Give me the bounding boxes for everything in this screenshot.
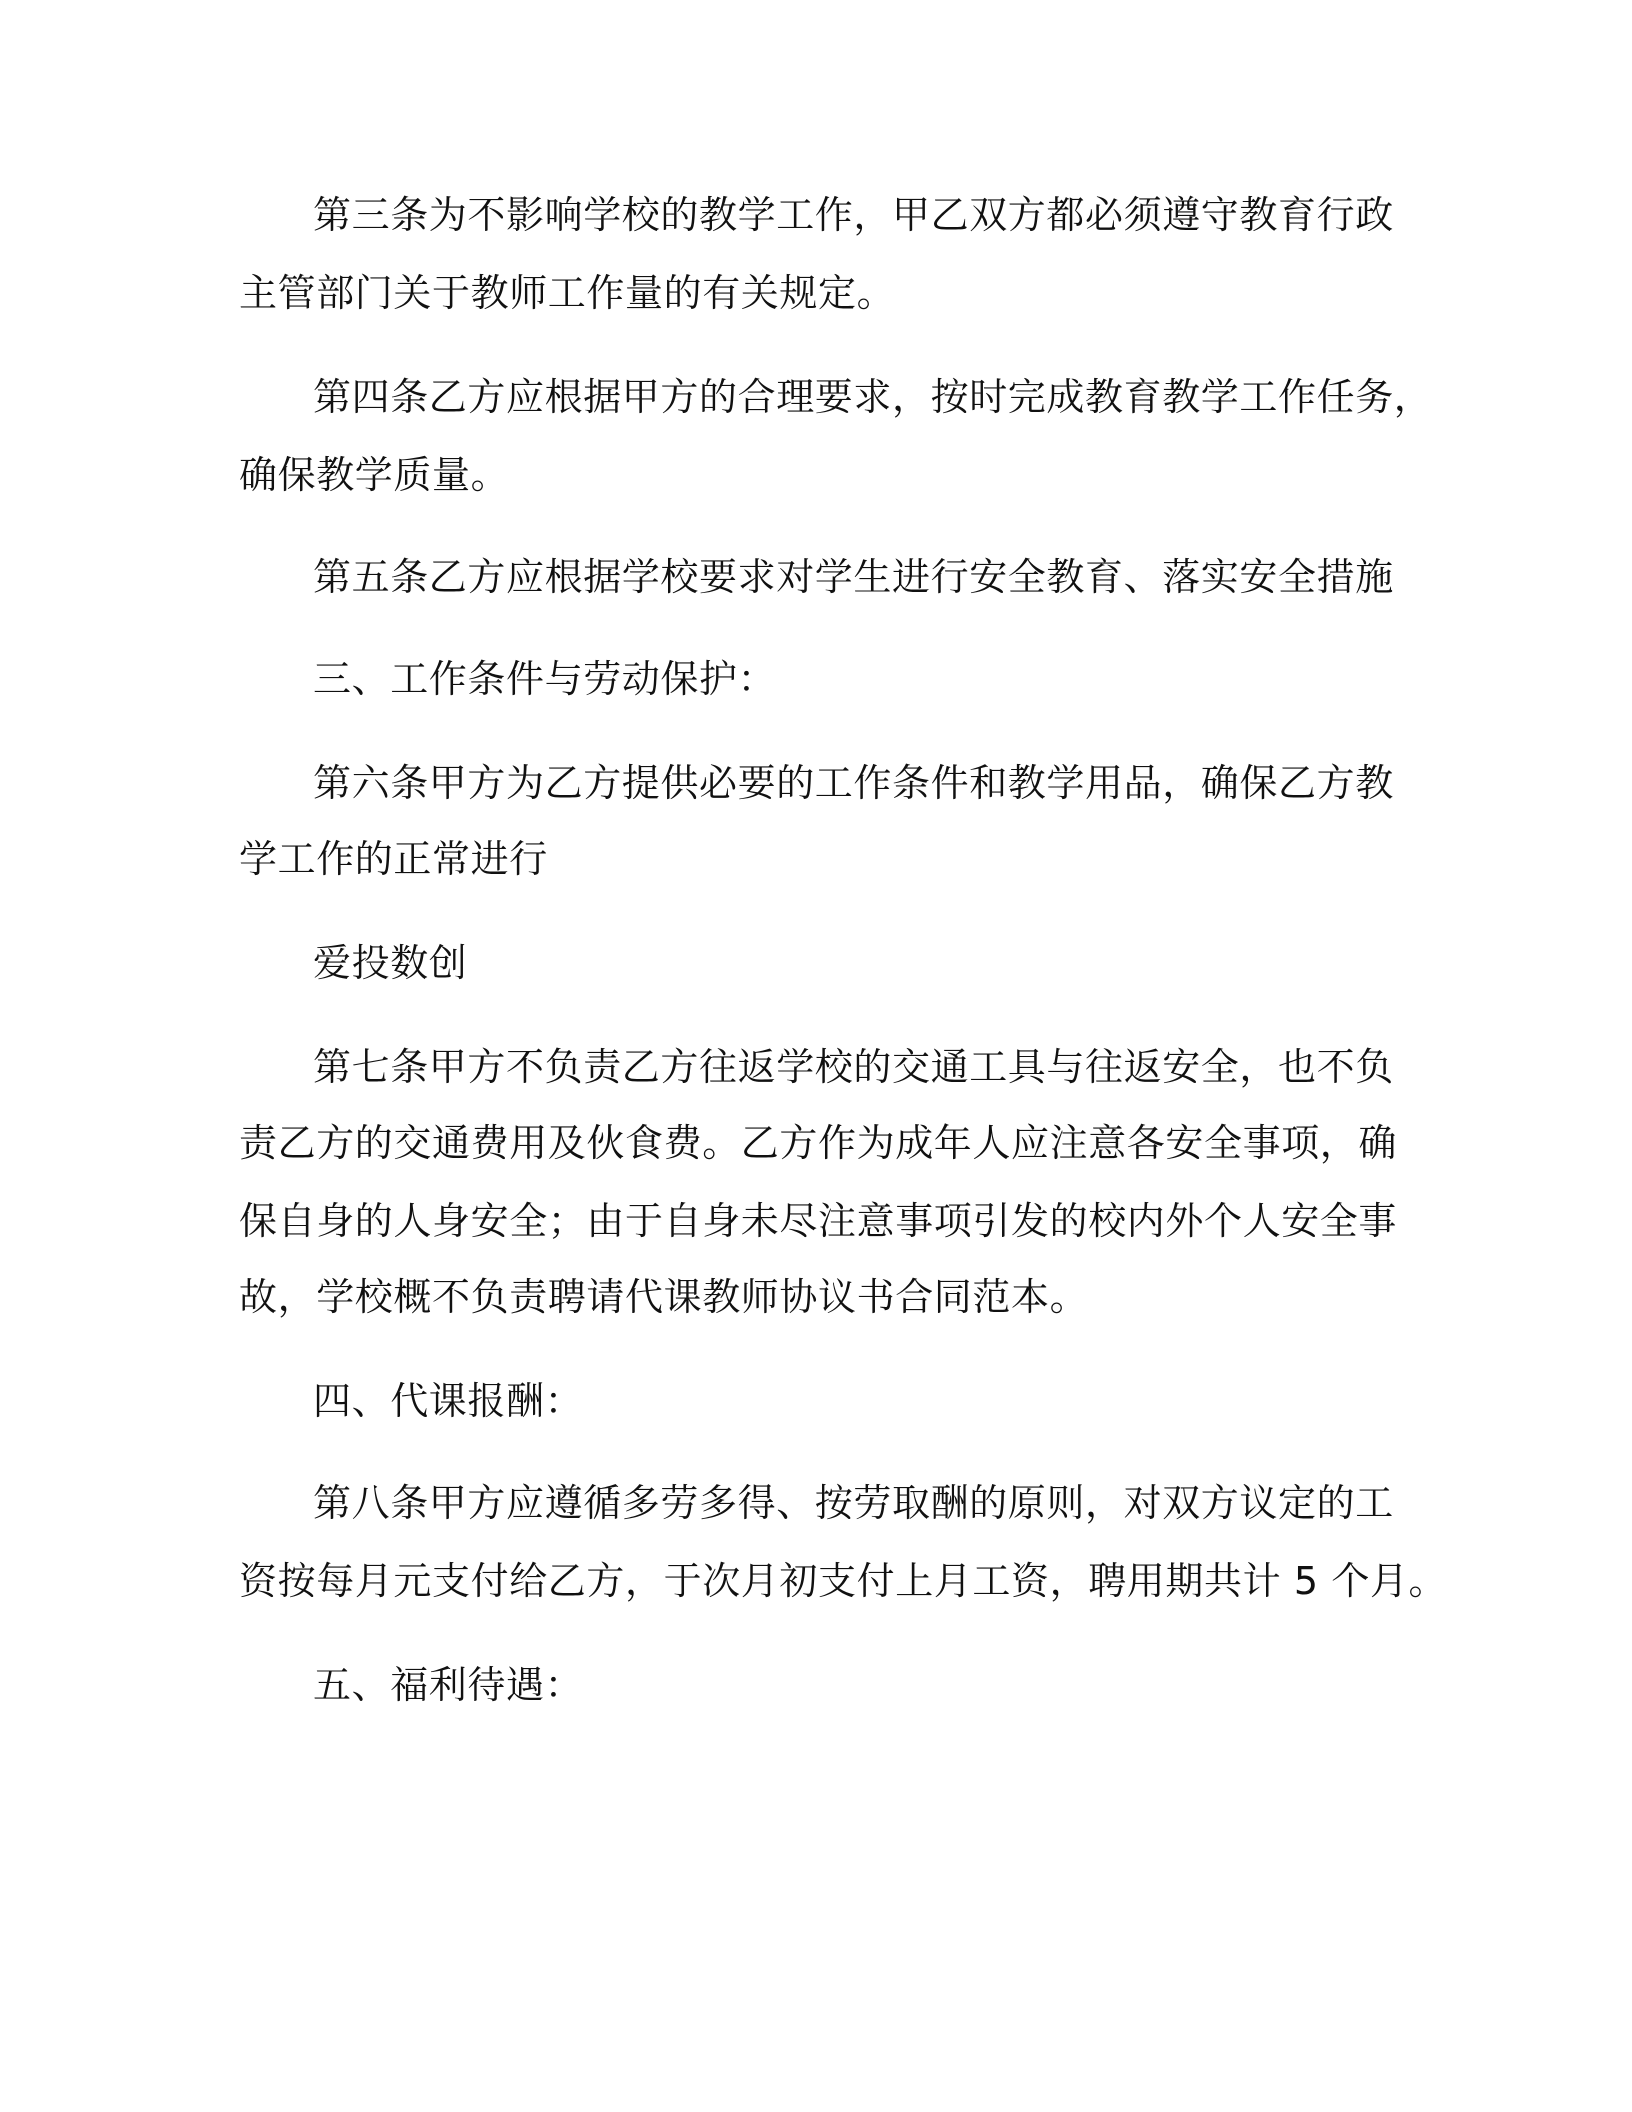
article-5-line-1: 第五条乙方应根据学校要求对学生进行安全教育、落实安全措施 <box>313 555 1394 599</box>
section-5-heading: 五、福利待遇： <box>313 1663 584 1707</box>
watermark-text: 爱投数创 <box>313 941 468 985</box>
article-8-line-1: 第八条甲方应遵循多劳多得、按劳取酬的原则，对双方议定的工 <box>313 1481 1394 1525</box>
article-7-line-3: 保自身的人身安全；由于自身未尽注意事项引发的校内外个人安全事 <box>239 1199 1398 1243</box>
article-7-line-1: 第七条甲方不负责乙方往返学校的交通工具与往返安全，也不负 <box>313 1045 1394 1089</box>
article-6-line-1: 第六条甲方为乙方提供必要的工作条件和教学用品，确保乙方教 <box>313 761 1394 805</box>
article-4-line-1: 第四条乙方应根据甲方的合理要求，按时完成教育教学工作任务， <box>313 375 1433 419</box>
article-7-line-4: 故，学校概不负责聘请代课教师协议书合同范本。 <box>239 1275 1089 1319</box>
article-3-line-1: 第三条为不影响学校的教学工作，甲乙双方都必须遵守教育行政 <box>313 193 1394 237</box>
article-4-line-2: 确保教学质量。 <box>239 453 510 497</box>
article-6-line-2: 学工作的正常进行 <box>239 837 548 881</box>
article-3-line-2: 主管部门关于教师工作量的有关规定。 <box>239 271 896 315</box>
section-4-heading: 四、代课报酬： <box>313 1379 584 1423</box>
article-7-line-2: 责乙方的交通费用及伙食费。乙方作为成年人应注意各安全事项，确 <box>239 1121 1398 1165</box>
section-3-heading: 三、工作条件与劳动保护： <box>313 657 777 701</box>
article-8-line-2: 资按每月元支付给乙方，于次月初支付上月工资，聘用期共计 5 个月。 <box>239 1559 1448 1603</box>
